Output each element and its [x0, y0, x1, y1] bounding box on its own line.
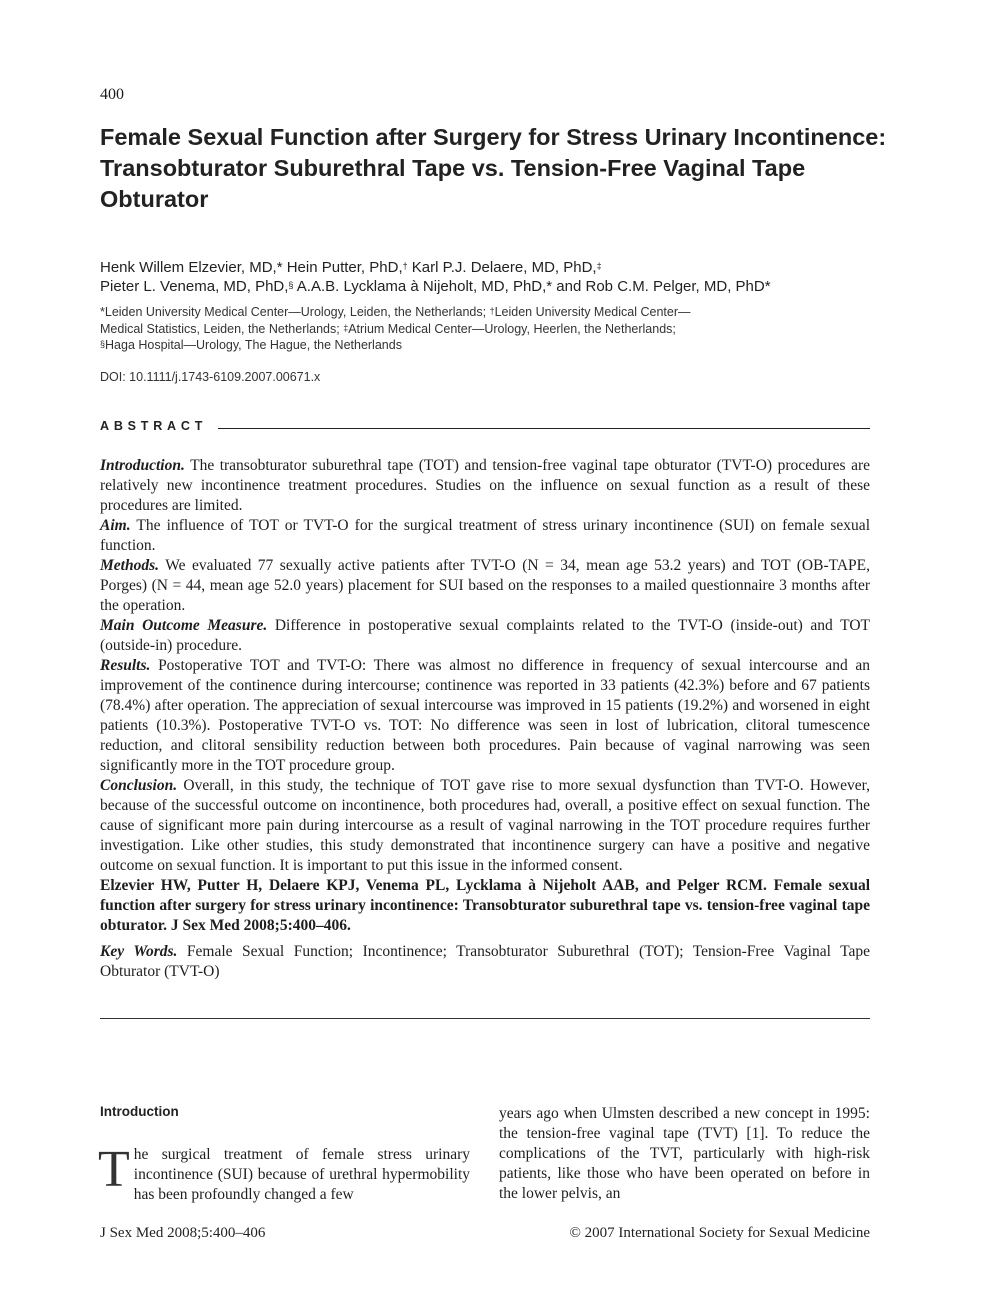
affiliation-mark: §: [100, 339, 106, 349]
affiliation-text: Atrium Medical Center—Urology, Heerlen, the Netherlands;: [348, 321, 676, 336]
affiliations: [100, 304, 870, 354]
section-label: Conclusion.: [100, 777, 178, 794]
section-text: We evaluated 77 sexually active patients after TVT-O (N = 34, mean age 53.2 years) and TOT (OB-TAPE, Porges) (N = 44, mean age 52.0 years) placement for SUI based on the responses to a mailed questionnaire 3 months after the operation.: [100, 557, 870, 614]
section-label: Results.: [100, 657, 151, 674]
section-label: Key Words.: [100, 943, 178, 960]
footer-journal-citation: J Sex Med 2008;5:400–406: [100, 1225, 266, 1241]
abstract-end-divider: [100, 1018, 870, 1019]
section-text: Overall, in this study, the technique of TOT gave rise to more sexual dysfunction than TVT-O. However, because of the successful outcome on incontinence, both procedures had, overall, a positive effect on sexual function. The cause of significant more pain during intercourse as a result of vaginal narrowing in the TOT procedure requires further investigation. Like other studies, this study demonstrated that incontinence surgery can have a positive and negative outcome on sexual function. It is important to put this issue in the informed consent.: [100, 777, 870, 874]
abstract-header: [100, 419, 870, 437]
section-text: The influence of TOT or TVT-O for the surgical treatment of stress urinary incontinence (SUI) on female sexual function.: [100, 517, 870, 554]
introduction-heading: Introduction: [100, 1104, 179, 1119]
affiliation-text: Haga Hospital—Urology, The Hague, the Netherlands: [105, 338, 402, 352]
affiliation-mark: †: [402, 261, 408, 271]
abstract-body: [100, 456, 870, 982]
abstract-results: [100, 656, 870, 776]
section-text: Postoperative TOT and TVT-O: There was almost no difference in frequency of sexual intercourse and an improvement of the continence during intercourse; continence was reported in 33 patients (42.3%) before and 67 patients (78.4%) after operation. The appreciation of sexual intercourse was improved in 15 patients (19.2%) and worsened in eight patients (10.3%). Postoperative TVT-O vs. TOT: No difference was seen in lost of lubrication, clitoral tumescence reduction, and clitoral sensibility reduction between both procedures. Pain because of vaginal narrowing was seen significantly more in the TOT procedure group.: [100, 657, 870, 774]
affiliation-mark: †: [489, 306, 495, 316]
affiliation-mark: ‡: [343, 322, 349, 333]
section-label: Methods.: [100, 557, 159, 574]
affiliation-line: [100, 337, 870, 354]
footer-copyright: © 2007 International Society for Sexual Medicine: [569, 1225, 870, 1241]
author-name: A.A.B. Lycklama à Nijeholt, MD, PhD,* and Rob C.M. Pelger, MD, PhD*: [293, 278, 771, 295]
abstract-heading: ABSTRACT: [100, 419, 208, 433]
abstract-methods: [100, 556, 870, 616]
abstract-introduction: [100, 456, 870, 516]
author-name: Karl P.J. Delaere, MD, PhD,: [407, 259, 597, 276]
section-text: Difference in postoperative sexual complaints related to the TVT-O (inside-out) and TOT (outside-in) procedure.: [100, 617, 870, 654]
affiliation-line: [100, 321, 870, 338]
page-number: 400: [100, 86, 124, 103]
abstract-main-outcome: [100, 616, 870, 656]
section-text: Female Sexual Function; Incontinence; Transobturator Suburethral (TOT); Tension-Free Vaginal Tape Obturator (TVT-O): [100, 943, 870, 980]
affiliation-mark: §: [288, 280, 294, 290]
introduction-column-left: [98, 1141, 470, 1205]
affiliation-line: [100, 304, 870, 321]
affiliation-text: *Leiden University Medical Center—Urology, Leiden, the Netherlands;: [100, 305, 490, 319]
section-label: Introduction.: [100, 457, 185, 474]
abstract-aim: [100, 516, 870, 556]
section-label: Aim.: [100, 517, 131, 534]
abstract-conclusion: [100, 776, 870, 876]
section-label: Main Outcome Measure.: [100, 617, 268, 634]
affiliation-mark: ‡: [596, 261, 602, 271]
author-name: Hein Putter, PhD,: [282, 259, 403, 276]
affiliation-text: Medical Statistics, Leiden, the Netherlands;: [100, 321, 344, 336]
drop-cap: T: [98, 1141, 130, 1198]
abstract-key-words: [100, 942, 870, 982]
author-line-1: [100, 258, 890, 277]
section-text: The transobturator suburethral tape (TOT) and tension-free vaginal tape obturator (TVT-O) procedures are relatively new incontinence treatment procedures. Studies on the influence on sexual function as a result of these procedures are limited.: [100, 457, 870, 514]
author-name: Pieter L. Venema, MD, PhD,: [100, 278, 289, 295]
author-list: [100, 258, 890, 296]
author-name: Henk Willem Elzevier, MD,*: [100, 259, 283, 276]
doi: DOI: 10.1111/j.1743-6109.2007.00671.x: [100, 370, 321, 384]
abstract-divider: [218, 428, 870, 429]
author-line-2: [100, 277, 890, 296]
introduction-column-right: years ago when Ulmsten described a new concept in 1995: the tension-free vaginal tape (TVT) [1]. To reduce the complications of the TVT, particularly with high-risk patients, like those who have been operated on before in the lower pelvis, an: [499, 1105, 870, 1202]
paragraph-text: he surgical treatment of female stress urinary incontinence (SUI) because of urethral hypermobility has been profoundly changed a few: [133, 1146, 470, 1203]
affiliation-text: Leiden University Medical Center—: [494, 305, 691, 319]
article-title: Female Sexual Function after Surgery for Stress Urinary Incontinence: Transobturator Suburethral Tape vs. Tension-Free Vaginal Tape Obturator: [100, 124, 887, 212]
abstract-citation: Elzevier HW, Putter H, Delaere KPJ, Venema PL, Lycklama à Nijeholt AAB, and Pelger RCM. Female sexual function after surgery for stress urinary incontinence: Transobturator suburethral tape vs. tension-free vaginal tape obturator. J Sex Med 2008;5:400–406.: [100, 877, 870, 934]
